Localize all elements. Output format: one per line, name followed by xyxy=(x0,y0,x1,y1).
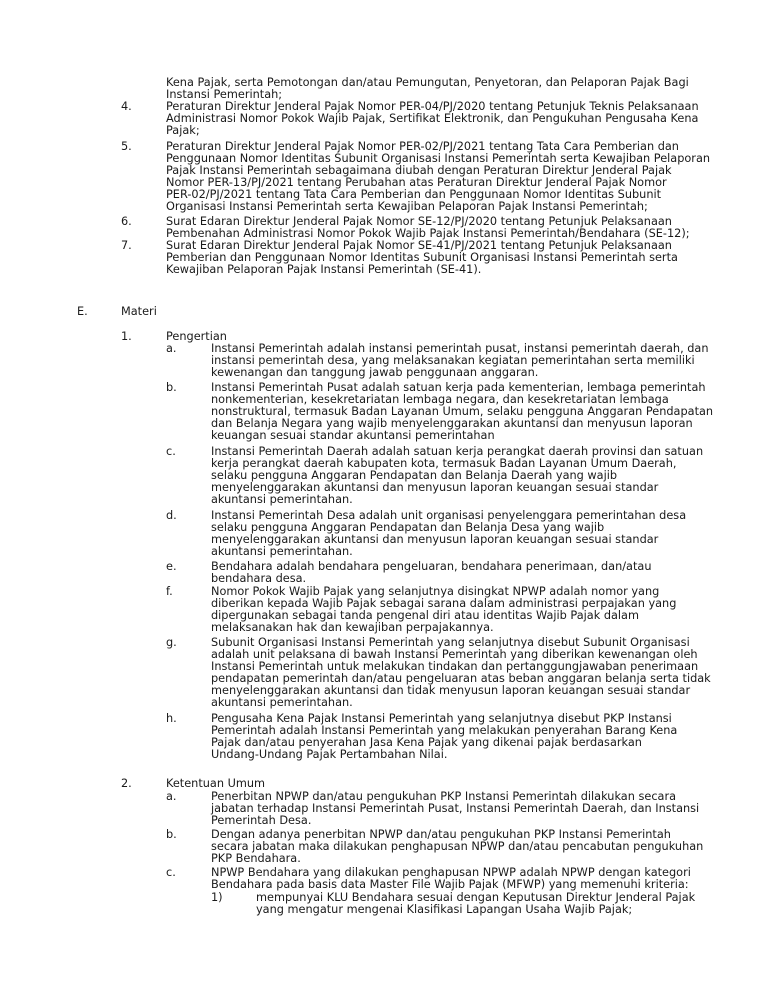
reference-continuation xyxy=(166,77,689,101)
text-line: Pajak dan/atau penyerahan Jasa Kena Pajak yang dikenai pajak berdasarkan xyxy=(211,735,642,749)
text-line: jabatan terhadap Instansi Pemerintah Pusat, Instansi Pemerintah Daerah, dan Instansi xyxy=(211,801,700,815)
text-line: dipergunakan sebagai tanda pengenal diri atau identitas Wajib Pajak dalam xyxy=(211,608,639,622)
text-line: NPWP Bendahara yang dilakukan penghapusan NPWP adalah NPWP dengan kategori xyxy=(211,866,691,879)
text-line: Surat Edaran Direktur Jenderal Pajak Nomor SE-41/PJ/2021 tentang Petunjuk Pelaksanaan xyxy=(166,239,672,252)
text-line: PKP Bendahara. xyxy=(211,851,301,865)
text-line: Pajak Instansi Pemerintah sebagaimana diubah dengan Peraturan Direktur Jenderal Pajak xyxy=(166,163,672,177)
text-line: Administrasi Nomor Pokok Wajib Pajak, Sertifikat Elektronik, dan Pengukuhan Pengusaha Kena xyxy=(166,111,699,125)
text-line: Instansi Pemerintah Pusat adalah satuan kerja pada kementerian, lembaga pemerintah xyxy=(211,381,706,394)
text-line: Undang-Undang Pajak Pertambahan Nilai. xyxy=(211,747,448,761)
reference-item xyxy=(166,141,710,212)
text-line: PER-02/PJ/2021 tentang Tata Cara Pemberian dan Penggunaan Nomor Identitas Subunit xyxy=(166,187,662,201)
item-letter: a. xyxy=(166,342,177,355)
text-line: menyelenggarakan akuntansi dan menyusun laporan keuangan sesuai standar xyxy=(211,532,659,546)
subsection-title: Ketentuan Umum xyxy=(166,777,266,790)
text-line: dan Belanja Negara yang wajib menyelenggarakan akuntansi dan menyusun laporan xyxy=(211,416,693,430)
text-line: Instansi Pemerintah untuk melakukan tindakan dan pertanggungjawaban penerimaan xyxy=(211,659,699,673)
provision-item xyxy=(211,791,699,827)
section-label: E. xyxy=(77,305,88,318)
text-line: Instansi Pemerintah; xyxy=(166,87,283,101)
text-line: nonkementerian, kesekretariatan lembaga negara, dan kesekretariatan lembaga xyxy=(211,392,669,406)
text-line: kewenangan dan tanggung jawab penggunaan anggaran. xyxy=(211,365,539,379)
subsection-title: Pengertian xyxy=(166,330,227,343)
text-line: Bendahara pada basis data Master File Wajib Pajak (MFWP) yang memenuhi kriteria: xyxy=(211,877,689,891)
text-line: Pemerintah adalah Instansi Pemerintah yang melakukan penyerahan Barang Kena xyxy=(211,723,678,737)
text-line: diberikan kepada Wajib Pajak sebagai sarana dalam administrasi perpajakan yang xyxy=(211,596,677,610)
text-line: selaku pengguna Anggaran Pendapatan dan Belanja Daerah yang wajib xyxy=(211,468,618,482)
definition-item xyxy=(211,561,652,585)
text-line: melaksanakan hak dan kewajiban perpajakannya. xyxy=(211,620,494,634)
criteria-item xyxy=(256,892,695,916)
text-line: kerja perangkat daerah kabupaten kota, termasuk Badan Layanan Umum Daerah, xyxy=(211,456,677,470)
item-letter: d. xyxy=(166,509,177,522)
definition-item xyxy=(211,713,677,761)
text-line: yang mengatur mengenai Klasifikasi Lapangan Usaha Wajib Pajak; xyxy=(256,902,633,916)
item-letter: b. xyxy=(166,828,177,841)
definition-item xyxy=(211,510,686,558)
text-line: Subunit Organisasi Instansi Pemerintah yang selanjutnya disebut Subunit Organisasi xyxy=(211,636,690,649)
item-letter: e. xyxy=(166,560,177,573)
text-line: Peraturan Direktur Jenderal Pajak Nomor PER-02/PJ/2021 tentang Tata Cara Pemberian dan xyxy=(166,140,679,153)
provision-item xyxy=(211,867,691,891)
text-line: Instansi Pemerintah adalah instansi pemerintah pusat, instansi pemerintah daerah, dan xyxy=(211,342,709,355)
text-line: adalah unit pelaksana di bawah Instansi Pemerintah yang diberikan kewenangan oleh xyxy=(211,647,698,661)
list-number: 5. xyxy=(121,140,132,153)
reference-item xyxy=(166,101,699,137)
text-line: bendahara desa. xyxy=(211,571,307,585)
provision-item xyxy=(211,829,703,865)
text-line: menyelenggarakan akuntansi dan tidak menyusun laporan keuangan sesuai standar xyxy=(211,683,691,697)
text-line: Nomor Pokok Wajib Pajak yang selanjutnya disingkat NPWP adalah nomor yang xyxy=(211,585,660,598)
subsection-number: 2. xyxy=(121,777,132,790)
section-title: Materi xyxy=(121,305,157,318)
text-line: mempunyai KLU Bendahara sesuai dengan Keputusan Direktur Jenderal Pajak xyxy=(256,891,696,904)
reference-item xyxy=(166,216,690,240)
text-line: Surat Edaran Direktur Jenderal Pajak Nomor SE-12/PJ/2020 tentang Petunjuk Pelaksanaan xyxy=(166,215,672,228)
text-line: Instansi Pemerintah Daerah adalah satuan kerja perangkat daerah provinsi dan satuan xyxy=(211,445,704,458)
text-line: Kena Pajak, serta Pemotongan dan/atau Pemungutan, Penyetoran, dan Pelaporan Pajak Bagi xyxy=(166,76,689,89)
text-line: instansi pemerintah desa, yang melaksanakan kegiatan pemerintahan serta memiliki xyxy=(211,353,695,367)
text-line: akuntansi pemerintahan. xyxy=(211,492,353,506)
item-letter: f. xyxy=(166,585,173,598)
sub-item-number: 1) xyxy=(211,891,223,904)
text-line: Penerbitan NPWP dan/atau pengukuhan PKP Instansi Pemerintah dilakukan secara xyxy=(211,790,677,803)
list-number: 4. xyxy=(121,100,132,113)
text-line: secara jabatan maka dilakukan penghapusan NPWP dan/atau pencabutan pengukuhan xyxy=(211,839,704,853)
text-line: menyelenggarakan akuntansi dan menyusun laporan keuangan sesuai standar xyxy=(211,480,659,494)
item-letter: g. xyxy=(166,636,177,649)
definition-item xyxy=(211,382,713,442)
item-letter: b. xyxy=(166,381,177,394)
text-line: Pemerintah Desa. xyxy=(211,813,312,827)
text-line: akuntansi pemerintahan. xyxy=(211,695,353,709)
text-line: Pembenahan Administrasi Nomor Pokok Wajib Pajak Instansi Pemerintah/Bendahara (SE-12); xyxy=(166,226,690,240)
text-line: Peraturan Direktur Jenderal Pajak Nomor PER-04/PJ/2020 tentang Petunjuk Teknis Pelaksanaan xyxy=(166,100,699,113)
item-letter: c. xyxy=(166,866,176,879)
text-line: pendapatan pemerintah dan/atau pengeluaran atas beban anggaran belanja serta tidak xyxy=(211,671,711,685)
list-number: 7. xyxy=(121,239,132,252)
text-line: akuntansi pemerintahan. xyxy=(211,544,353,558)
text-line: Pemberian dan Penggunaan Nomor Identitas Subunit Organisasi Instansi Pemerintah serta xyxy=(166,250,678,264)
item-letter: a. xyxy=(166,790,177,803)
definition-item xyxy=(211,586,676,634)
reference-item xyxy=(166,240,678,276)
definition-item xyxy=(211,343,709,379)
text-line: nonstruktural, termasuk Badan Layanan Umum, selaku pengguna Anggaran Pendapatan xyxy=(211,404,714,418)
text-line: selaku pengguna Anggaran Pendapatan dan Belanja Desa yang wajib xyxy=(211,520,605,534)
text-line: Kewajiban Pelaporan Pajak Instansi Pemerintah (SE-41). xyxy=(166,262,482,276)
text-line: Instansi Pemerintah Desa adalah unit organisasi penyelenggara pemerintahan desa xyxy=(211,509,687,522)
text-line: Penggunaan Nomor Identitas Subunit Organisasi Instansi Pemerintah serta Kewajiban Pelaporan xyxy=(166,151,711,165)
list-number: 6. xyxy=(121,215,132,228)
text-line: Pengusaha Kena Pajak Instansi Pemerintah yang selanjutnya disebut PKP Instansi xyxy=(211,712,672,725)
text-line: Organisasi Instansi Pemerintah serta Kewajiban Pelaporan Pajak Instansi Pemerintah; xyxy=(166,199,648,213)
item-letter: h. xyxy=(166,712,177,725)
item-letter: c. xyxy=(166,445,176,458)
text-line: Nomor PER-13/PJ/2021 tentang Perubahan atas Peraturan Direktur Jenderal Pajak Nomor xyxy=(166,175,667,189)
text-line: Dengan adanya penerbitan NPWP dan/atau pengukuhan PKP Instansi Pemerintah xyxy=(211,828,671,841)
text-line: Pajak; xyxy=(166,123,200,137)
text-line: Bendahara adalah bendahara pengeluaran, bendahara penerimaan, dan/atau xyxy=(211,560,652,573)
definition-item xyxy=(211,446,703,506)
definition-item xyxy=(211,637,711,708)
text-line: keuangan sesuai standar akuntansi pemerintahan xyxy=(211,428,495,442)
subsection-number: 1. xyxy=(121,330,132,343)
